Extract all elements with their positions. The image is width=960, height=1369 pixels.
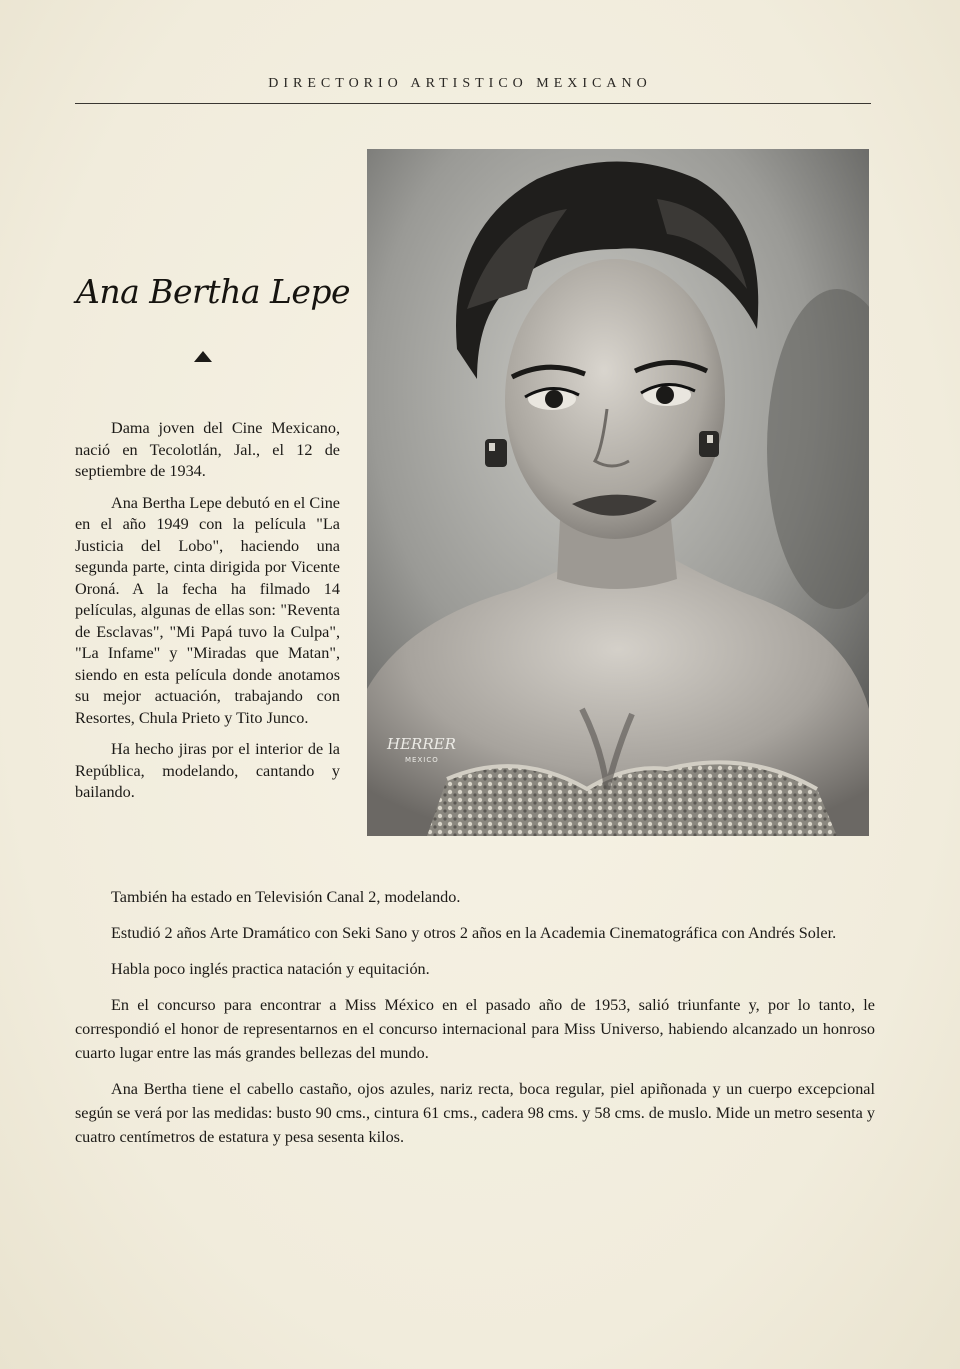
photographer-signature: HERRER [387, 735, 456, 753]
artist-name: Ana Bertha Lepe [76, 272, 351, 311]
portrait-illustration [367, 149, 869, 836]
bio-paragraph: También ha estado en Televisión Canal 2, modelando. [111, 888, 461, 906]
bio-paragraph: Ha hecho jiras por el interior de la República, modelando, cantando y bailando. [75, 740, 340, 801]
header-rule [75, 103, 871, 104]
bio-paragraph: Estudió 2 años Arte Dramático con Seki Sano y otros 2 años en la Academia Cinematográfica con Andrés Soler. [111, 924, 837, 942]
bio-paragraph: Ana Bertha tiene el cabello castaño, ojos azules, nariz recta, boca regular, piel apiñonada y un cuerpo excepcional según se verá por las medidas: busto 90 cms., cintura 61 cms., cadera 98 cms. y 58 cms. de muslo. Mide un metro sesenta y cuatro centímetros de estatura y pesa sesenta kilos. [75, 1080, 875, 1146]
photographer-location: MEXICO [405, 756, 439, 764]
running-head: DIRECTORIO ARTISTICO MEXICANO [268, 76, 652, 91]
triangle-ornament-icon [194, 351, 212, 362]
portrait-photo [367, 149, 869, 836]
bio-paragraph: En el concurso para encontrar a Miss México en el pasado año de 1953, salió triunfante y, por lo tanto, le correspondió el honor de representarnos en el concurso internacional para Miss Universo, habiendo alcanzado un honroso cuarto lugar entre las más grandes bellezas del mundo. [75, 996, 875, 1062]
bio-paragraph: Dama joven del Cine Mexicano, nació en Tecolotlán, Jal., el 12 de septiembre de 1934. [75, 419, 340, 480]
bio-paragraph: Ana Bertha Lepe debutó en el Cine en el año 1949 con la película "La Justicia del Lobo", haciendo una segunda parte, cinta dirigida por Vicente Oroná. A la fecha ha filmado 14 películas, algunas de ellas son: "Reventa de Esclavas", "Mi Papá tuvo la Culpa", "La Infame" y "Miradas que Matan", siendo en esta película donde anotamos su mejor actuación, trabajando con Resortes, Chula Prieto y Tito Junco. [75, 493, 340, 727]
biography-column [75, 418, 340, 814]
bio-paragraph: Habla poco inglés practica natación y equitación. [111, 960, 430, 978]
biography-full-width [75, 885, 875, 1161]
